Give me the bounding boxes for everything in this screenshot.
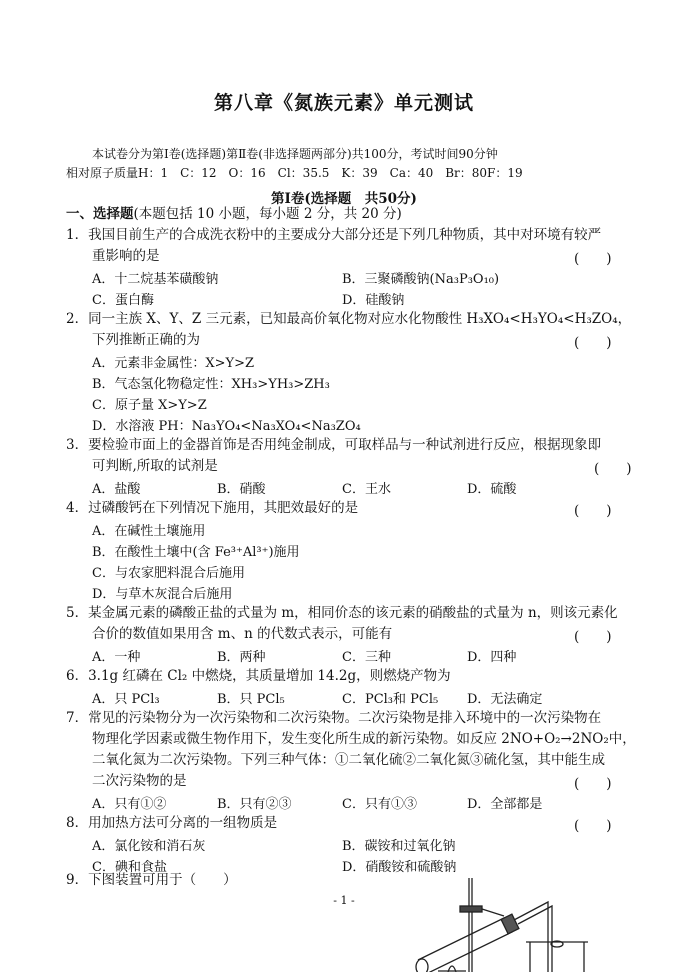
q4-option-d: D．与草木灰混合后施用 [92, 587, 233, 602]
q1-option-d: D．硅酸钠 [342, 293, 405, 308]
q4-option-a: A．在碱性土壤施用 [92, 524, 206, 539]
q7-answer-blank: ( ) [574, 776, 612, 792]
q2-option-b: B．气态氢化物稳定性：XH₃>YH₃>ZH₃ [92, 377, 330, 392]
q8-answer-blank: ( ) [574, 818, 612, 834]
q2-stem-line-1: 2．同一主族 X、Y、Z 三元素，已知最高价氧化物对应水化物酸性 H₃XO₄<H₃YO₄<H₃ZO₄， [66, 311, 632, 327]
part-heading [66, 205, 402, 223]
q2-answer-blank: ( ) [574, 335, 612, 351]
q3-option-b: B．硝酸 [217, 482, 266, 497]
q3-option-c: C．王水 [342, 482, 391, 497]
q5-answer-blank: ( ) [574, 629, 612, 645]
lab-apparatus-icon [408, 872, 648, 972]
q3-option-a: A．盐酸 [92, 482, 141, 497]
q5-stem-line-2: 合价的数值如果用含 m、n 的代数式表示，可能有 [92, 626, 393, 642]
q3-answer-blank: ( ) [594, 461, 632, 477]
q1-option-a: A．十二烷基苯磺酸钠 [92, 272, 219, 287]
section-title: 第Ⅰ卷(选择题 共50分) [271, 191, 417, 207]
q7-option-a: A．只有①② [92, 797, 167, 812]
q7-option-d: D．全部都是 [467, 797, 543, 812]
page-number: - 1 - [333, 894, 355, 907]
q5-option-a: A．一种 [92, 650, 141, 665]
q5-option-b: B．两种 [217, 650, 266, 665]
part-heading-note: (本题包括 10 小题，每小题 2 分，共 20 分) [133, 206, 402, 222]
part-heading-label: 一、选择题 [66, 206, 134, 222]
q1-stem-line-1: 1．我国目前生产的合成洗衣粉中的主要成分大部分还是下列几种物质，其中对环境有较严 [66, 227, 602, 243]
q7-stem-line-3: 二氧化氮为二次污染物。下列三种气体：①二氧化硫②二氧化氮③硫化氢，其中能生成 [92, 752, 605, 768]
q6-stem-line-1: 6．3.1g 红磷在 Cl₂ 中燃烧，其质量增加 14.2g，则燃烧产物为 [66, 668, 451, 684]
q5-stem-line-1: 5．某金属元素的磷酸正盐的式量为 m，相同价态的该元素的硝酸盐的式量为 n，则该元素化 [66, 605, 618, 621]
exam-info-line-1: 本试卷分为第Ⅰ卷(选择题)第Ⅱ卷(非选择题两部分)共100分，考试时间90分钟 [92, 147, 498, 161]
q3-stem-line-2: 可判断,所取的试剂是 [92, 458, 218, 474]
q8-option-b: B．碳铵和过氧化钠 [342, 839, 456, 854]
q9-stem-line-1: 9．下图装置可用于（ ） [66, 872, 237, 888]
q8-option-d: D．硝酸铵和硫酸钠 [342, 860, 457, 875]
q2-option-d: D．水溶液 PH：Na₃YO₄<Na₃XO₄<Na₃ZO₄ [92, 419, 361, 434]
q8-option-a: A．氯化铵和消石灰 [92, 839, 206, 854]
q5-option-d: D．四种 [467, 650, 517, 665]
q1-stem-line-2: 重影响的是 [92, 248, 160, 264]
q8-option-c: C．碘和食盐 [92, 860, 167, 875]
q1-option-c: C．蛋白酶 [92, 293, 154, 308]
q4-option-b: B．在酸性土壤中(含 Fe³⁺Al³⁺)施用 [92, 545, 300, 560]
q8-stem-line-1: 8．用加热方法可分离的一组物质是 [66, 815, 278, 831]
q4-option-c: C．与农家肥料混合后施用 [92, 566, 245, 581]
q2-option-c: C．原子量 X>Y>Z [92, 398, 207, 413]
page-title: 第八章《氮族元素》单元测试 [213, 92, 474, 114]
q6-option-b: B．只 PCl₅ [217, 692, 285, 707]
q3-stem-line-1: 3．要检验市面上的金器首饰是否用纯金制成，可取样品与一种试剂进行反应，根据现象即 [66, 437, 602, 453]
q4-answer-blank: ( ) [574, 503, 612, 519]
q6-option-a: A．只 PCl₃ [92, 692, 160, 707]
q4-stem-line-1: 4．过磷酸钙在下列情况下施用，其肥效最好的是 [66, 500, 359, 516]
q6-option-c: C．PCl₃和 PCl₅ [342, 692, 439, 707]
exam-info-line-2: 相对原子质量H：1 C：12 O：16 Cl：35.5 K：39 Ca：40 Br：80F：19 [66, 166, 523, 180]
q1-answer-blank: ( ) [574, 251, 612, 267]
q7-stem-line-1: 7．常见的污染物分为一次污染物和二次污染物。二次污染物是排入环境中的一次污染物在 [66, 710, 602, 726]
q7-stem-line-4: 二次污染物的是 [92, 773, 187, 789]
q2-option-a: A．元素非金属性：X>Y>Z [92, 356, 255, 371]
q7-option-c: C．只有①③ [342, 797, 417, 812]
q5-option-c: C．三种 [342, 650, 391, 665]
q7-option-b: B．只有②③ [217, 797, 292, 812]
q6-option-d: D．无法确定 [467, 692, 543, 707]
q1-option-b: B．三聚磷酸钠(Na₃P₃O₁₀) [342, 272, 500, 287]
q7-stem-line-2: 物理化学因素或微生物作用下，发生变化所生成的新污染物。如反应 2NO+O₂→2NO₂中， [92, 731, 636, 747]
q2-stem-line-2: 下列推断正确的为 [92, 332, 200, 348]
q3-option-d: D．硫酸 [467, 482, 517, 497]
